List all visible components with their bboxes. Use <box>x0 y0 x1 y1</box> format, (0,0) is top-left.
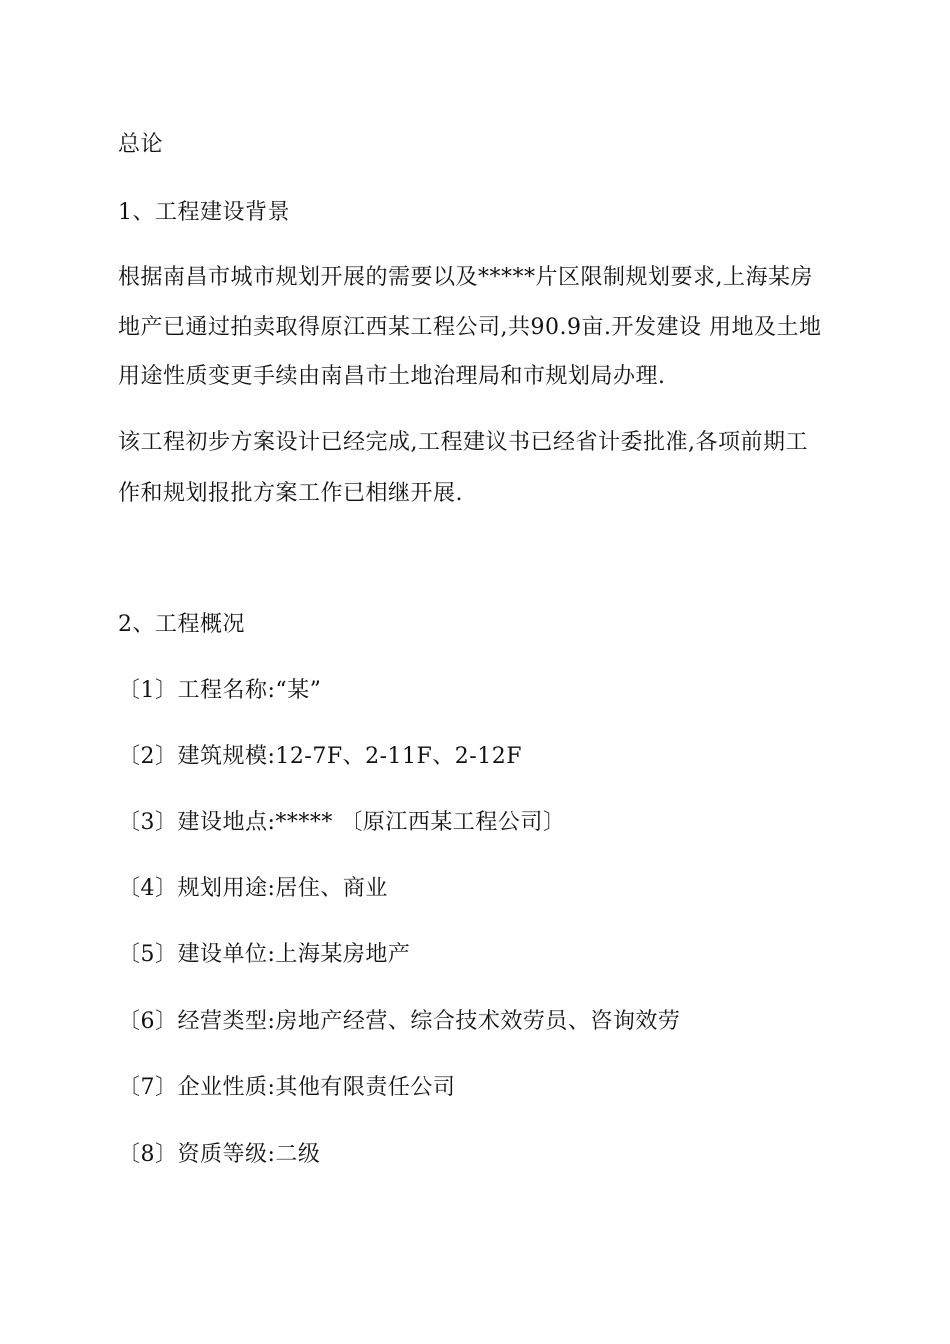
paragraph-line: 该工程初步方案设计已经完成,工程建议书已经省计委批准,各项前期工 <box>118 430 808 455</box>
document-title: 总论 <box>118 132 164 157</box>
section-2-heading: 2、工程概况 <box>118 612 245 637</box>
paragraph-line: 作和规划报批方案工作已相继开展. <box>118 481 463 506</box>
list-item: 〔5〕建设单位:上海某房地产 <box>118 942 411 967</box>
paragraph-line: 地产已通过拍卖取得原江西某工程公司,共90.9亩.开发建设 用地及土地 <box>118 315 822 340</box>
list-item: 〔7〕企业性质:其他有限责任公司 <box>118 1075 456 1100</box>
paragraph-line: 根据南昌市城市规划开展的需要以及*****片区限制规划要求,上海某房 <box>118 265 813 290</box>
list-item: 〔6〕经营类型:房地产经营、综合技术效劳员、咨询效劳 <box>118 1009 681 1034</box>
list-item: 〔4〕规划用途:居住、商业 <box>118 876 388 901</box>
list-item: 〔8〕资质等级:二级 <box>118 1142 321 1167</box>
list-item: 〔1〕工程名称:“某” <box>118 678 322 703</box>
section-1-heading: 1、工程建设背景 <box>118 200 290 225</box>
list-item: 〔2〕建筑规模:12-7F、2-11F、2-12F <box>118 744 522 769</box>
list-item: 〔3〕建设地点:***** 〔原江西某工程公司〕 <box>118 810 566 835</box>
paragraph-line: 用途性质变更手续由南昌市土地治理局和市规划局办理. <box>118 364 666 389</box>
